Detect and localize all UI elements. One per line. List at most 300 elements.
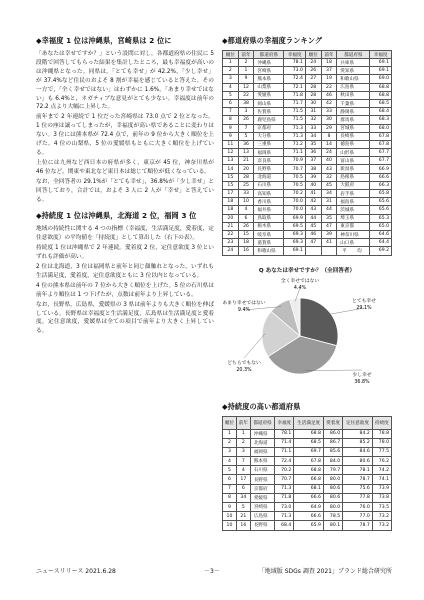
- ranking-rank-cell: 8: [223, 116, 239, 124]
- ranking-pref-cell: 静岡県: [337, 108, 370, 116]
- ranking-score-cell: 65.6: [370, 198, 392, 206]
- sustain-cell: 80.6: [323, 484, 342, 493]
- sustain-row: [223, 447, 392, 456]
- ranking-row: [223, 173, 392, 181]
- ranking-prev-cell: 32: [321, 173, 337, 181]
- sustain-header-row: [223, 416, 392, 429]
- ranking-rank-cell: 44: [305, 214, 321, 222]
- ranking-pref-cell: 高知県: [254, 190, 284, 198]
- sustain-col-header: 愛着度: [323, 416, 342, 429]
- sustain-cell: 68.4: [275, 521, 294, 530]
- ranking-prev-cell: 30: [321, 116, 337, 124]
- ranking-prev-cell: 46: [321, 91, 337, 99]
- ranking-prev-cell: 16: [238, 247, 254, 255]
- ranking-score-cell: 69.0: [370, 75, 392, 83]
- sustain-paragraph: なお，長野県，広島県，愛媛県の 3 県は前年よりも大きく順位を伸ばしている。長野県は幸福度と生活満足度，広島県は生活満足度と愛着度，定住意欲度，愛媛県は全ての項目で前年より大きく上昇している。: [36, 301, 214, 335]
- sustain-cell: 86.7: [323, 438, 342, 447]
- sustain-cell: 73.8: [372, 493, 391, 502]
- ranking-row: [223, 59, 392, 67]
- ranking-rank-cell: 23: [223, 239, 239, 247]
- happiness-pie-chart: [222, 266, 392, 398]
- sustain-cell: 71.3: [275, 484, 294, 493]
- ranking-rank-cell: 38: [305, 165, 321, 173]
- ranking-prev-cell: 33: [238, 190, 254, 198]
- ranking-heading: ◆都道府県の幸福度ランキング: [222, 36, 323, 45]
- sustain-cell: 68.8: [294, 429, 324, 438]
- ranking-prev-cell: 43: [321, 165, 337, 173]
- pie-slice-value: 9.4%: [237, 307, 251, 313]
- sustain-cell: 長野県: [250, 475, 274, 484]
- ranking-rank-cell: 24: [223, 247, 239, 255]
- sustain-cell: 7: [223, 484, 237, 493]
- sustain-cell: 73.0: [275, 503, 294, 512]
- ranking-col-header: 順位: [223, 51, 239, 59]
- ranking-prev-cell: 39: [321, 230, 337, 238]
- ranking-col-header: 都道府県: [337, 51, 370, 59]
- ranking-pref-cell: 富山県: [337, 157, 370, 165]
- ranking-pref-cell: 鹿児島県: [254, 116, 284, 124]
- sustain-row: [223, 475, 392, 484]
- ranking-row: [223, 181, 392, 189]
- ranking-prev-cell: 2: [238, 59, 254, 67]
- ranking-pref-cell: 佐賀県: [254, 108, 284, 116]
- ranking-pref-cell: 栃木県: [254, 222, 284, 230]
- sustain-cell: 68.5: [294, 438, 324, 447]
- ranking-rank-cell: 12: [223, 149, 239, 157]
- ranking-score-cell: 71.3: [284, 124, 306, 132]
- sustain-row: [223, 438, 392, 447]
- sustain-row: [223, 429, 392, 438]
- ranking-prev-cell: 9: [238, 75, 254, 83]
- ranking-pref-cell: 京都府: [254, 124, 284, 132]
- sustain-cell: 34: [236, 493, 250, 502]
- sustain-cell: 6: [236, 484, 250, 493]
- ranking-rank-cell: 45: [305, 222, 321, 230]
- ranking-row: [223, 247, 392, 255]
- ranking-pref-cell: 熊本県: [254, 75, 284, 83]
- ranking-row: [223, 230, 392, 238]
- happiness-paragraph: 前年まで 2 年連続で 1 位だった宮崎県は 73.0 点で 2 位となった。1 位の座は譲ってしまったが，幸福度が高い県であることに変わりはない。3 位には熊本県が 72.4 点で，前年の 9 位から大きく順位を上げた。4 位の山梨県，5 位の愛媛県もともに大きく順位を上げている。: [36, 114, 214, 156]
- sustain-cell: 石川県: [250, 466, 274, 475]
- sustain-row: [223, 512, 392, 521]
- sustain-cell: 5: [236, 503, 250, 512]
- happiness-paragraph: なお，全回答者の 29.1%が「とても幸せ」，36.8%が「少し幸せ」と回答しており，合計では，およそ 3 人に 2 人が「幸せ」と答えている。: [36, 178, 214, 203]
- ranking-row: [223, 124, 392, 132]
- sustain-cell: 21: [236, 512, 250, 521]
- sustain-col-header: 定住意欲度: [343, 416, 373, 429]
- sustain-cell: 80.6: [323, 493, 342, 502]
- ranking-prev-cell: 41: [321, 239, 337, 247]
- ranking-prev-cell: 37: [321, 67, 337, 75]
- sustain-cell: 78.7: [343, 475, 373, 484]
- ranking-rank-cell: 36: [305, 149, 321, 157]
- sustain-row: [223, 466, 392, 475]
- sustain-cell: 3: [223, 447, 237, 456]
- pie-slice-label: どちらでもない: [227, 360, 261, 366]
- ranking-score-cell: 67.8: [370, 132, 392, 140]
- sustain-cell: 78.0: [372, 438, 391, 447]
- sustain-cell: 7: [236, 457, 250, 466]
- ranking-row: [223, 140, 392, 148]
- ranking-score-cell: 67.7: [370, 157, 392, 165]
- ranking-score-cell: 64.4: [370, 239, 392, 247]
- sustain-cell: 84.6: [343, 447, 373, 456]
- ranking-score-cell: 69.3: [284, 239, 306, 247]
- ranking-score-cell: 65.6: [370, 206, 392, 214]
- ranking-score-cell: 69.2: [370, 247, 392, 255]
- ranking-row: [223, 206, 392, 214]
- sustain-cell: 8: [223, 493, 237, 502]
- pie-slice-value: 29.1%: [356, 305, 372, 311]
- ranking-prev-cell: 20: [238, 165, 254, 173]
- ranking-score-cell: 71.5: [284, 108, 306, 116]
- ranking-rank-cell: 40: [305, 181, 321, 189]
- ranking-rank-cell: 11: [223, 140, 239, 148]
- ranking-prev-cell: 34: [321, 190, 337, 198]
- sustain-cell: 76.0: [343, 503, 373, 512]
- sustain-cell: 福岡県: [250, 447, 274, 456]
- ranking-score-cell: 70.5: [284, 173, 306, 181]
- sustain-cell: 66.6: [294, 512, 324, 521]
- ranking-prev-cell: 33: [321, 108, 337, 116]
- ranking-prev-cell: 24: [321, 149, 337, 157]
- ranking-score-cell: 66.6: [370, 173, 392, 181]
- sustain-cell: 80.1: [323, 521, 342, 530]
- sustain-cell: 10: [223, 521, 237, 530]
- ranking-pref-cell: 神奈川県: [337, 230, 370, 238]
- ranking-prev-cell: 15: [238, 230, 254, 238]
- ranking-pref-cell: 石川県: [254, 181, 284, 189]
- ranking-prev-cell: 45: [321, 181, 337, 189]
- ranking-col-header: 順位: [305, 51, 321, 59]
- ranking-prev-cell: 8: [321, 132, 337, 140]
- ranking-prev-cell: 10: [238, 198, 254, 206]
- sustain-row: [223, 521, 392, 530]
- ranking-pref-cell: 和歌山県: [254, 247, 284, 255]
- ranking-prev-cell: 18: [321, 59, 337, 67]
- ranking-score-cell: 71.3: [284, 132, 306, 140]
- ranking-score-cell: 66.9: [370, 165, 392, 173]
- sustain-cell: 73.2: [372, 521, 391, 530]
- ranking-pref-cell: 新潟県: [337, 165, 370, 173]
- ranking-rank-cell: [305, 247, 321, 255]
- ranking-score-cell: 68.5: [370, 99, 392, 107]
- ranking-pref-cell: 埼玉県: [337, 214, 370, 222]
- sustain-cell: 10: [223, 512, 237, 521]
- happiness-paragraph: 「あなたは幸せですか？」という設問に対し，各都道府県の住民に 5 段階で回答してもらった結果を集計したところ，最も幸福度が高いのは沖縄県となった。同県は，「とても幸せ」が 42.2%，「少し幸せ」が 37.4%など住民のおよそ 8 割が幸福を感じていると答えた。その一方で，「全く幸せではない」はわずかに 1.6%，「あまり幸せではない」も 6.4%と，ネガティブな意見がとても少ない。幸福度は前年の 72.2 点より大幅に上昇した。: [36, 51, 214, 111]
- ranking-pref-cell: 東京都: [337, 222, 370, 230]
- sustain-paragraph: 持続度 1 位は沖縄県で 2 年連続。愛着度 2 位，定住意欲度 3 位といずれも評価が高い。: [36, 245, 214, 261]
- ranking-prev-cell: 36: [238, 140, 254, 148]
- pie-slice-value: 20.3%: [236, 367, 252, 373]
- sustain-cell: 75.6: [343, 484, 373, 493]
- ranking-rank-cell: 46: [305, 230, 321, 238]
- ranking-pref-cell: 大分県: [254, 132, 284, 140]
- ranking-rank-cell: 15: [223, 181, 239, 189]
- ranking-score-cell: 78.1: [284, 59, 306, 67]
- ranking-rank-cell: 7: [223, 108, 239, 116]
- ranking-rank-cell: 35: [305, 140, 321, 148]
- sustain-cell: 長野県: [250, 521, 274, 530]
- ranking-pref-cell: 群馬県: [337, 116, 370, 124]
- ranking-row: [223, 157, 392, 165]
- ranking-rank-cell: 28: [305, 91, 321, 99]
- sustain-cell: 5: [223, 466, 237, 475]
- ranking-prev-cell: 4: [238, 206, 254, 214]
- ranking-rank-cell: 6: [223, 99, 239, 107]
- ranking-prev-cell: 18: [238, 239, 254, 247]
- sustain-cell: 70.2: [275, 466, 294, 475]
- ranking-score-cell: 67.7: [370, 149, 392, 157]
- ranking-pref-cell: 岩手県: [337, 190, 370, 198]
- ranking-prev-cell: 47: [321, 222, 337, 230]
- ranking-table: [222, 50, 392, 256]
- ranking-rank-cell: 27: [305, 75, 321, 83]
- ranking-score-cell: 69.1: [370, 59, 392, 67]
- pie-slice-label: 少し幸せ: [352, 372, 372, 378]
- ranking-row: [223, 165, 392, 173]
- ranking-pref-cell: 岡山県: [254, 99, 284, 107]
- ranking-col-header: 前年: [238, 51, 254, 59]
- ranking-col-header: 幸福度: [284, 51, 306, 59]
- ranking-prev-cell: 40: [321, 157, 337, 165]
- ranking-score-cell: 68.8: [370, 91, 392, 99]
- ranking-pref-cell: 徳島県: [337, 140, 370, 148]
- sustain-cell: 67.8: [294, 457, 324, 466]
- sustain-cell: 66.8: [294, 475, 324, 484]
- sustain-heading: ◆持続度 1 位は沖縄県，北海道 2 位，福岡 3 位: [36, 211, 197, 221]
- ranking-row: [223, 108, 392, 116]
- sustain-cell: 80.0: [323, 503, 342, 512]
- sustain-cell: 69.7: [294, 447, 324, 456]
- ranking-rank-cell: 18: [223, 198, 239, 206]
- ranking-score-cell: 68.4: [370, 108, 392, 116]
- page-footer: [36, 566, 392, 576]
- ranking-pref-cell: 宮崎県: [254, 67, 284, 75]
- ranking-score-cell: 71.5: [284, 116, 306, 124]
- ranking-pref-cell: 山形県: [337, 149, 370, 157]
- ranking-prev-cell: 42: [321, 99, 337, 107]
- ranking-score-cell: 71.1: [284, 149, 306, 157]
- sustain-cell: 77.5: [372, 447, 391, 456]
- ranking-score-cell: 69.1: [370, 67, 392, 75]
- sustain-cell: 80.6: [343, 457, 373, 466]
- ranking-rank-cell: 18: [223, 206, 239, 214]
- ranking-rank-cell: 31: [305, 108, 321, 116]
- ranking-rank-cell: 41: [305, 190, 321, 198]
- ranking-prev-cell: 28: [238, 173, 254, 181]
- ranking-row: [223, 91, 392, 99]
- sustain-cell: 1: [223, 429, 237, 438]
- ranking-rank-cell: 4: [223, 83, 239, 91]
- sustain-cell: 京都府: [250, 484, 274, 493]
- ranking-pref-cell: 沖縄県: [254, 59, 284, 67]
- sustain-cell: 71.1: [275, 447, 294, 456]
- ranking-rank-cell: 32: [305, 116, 321, 124]
- sustain-paragraph: 2 位は北海道，3 位は福岡県と前年と同じ顔触れとなった。いずれも生活満足度，愛着度，定住意欲度ともに 3 位以内となっている。: [36, 264, 214, 279]
- ranking-pref-cell: 山口県: [337, 239, 370, 247]
- ranking-rank-cell: 14: [223, 165, 239, 173]
- sustain-cell: 熊本県: [250, 457, 274, 466]
- ranking-score-cell: 65.0: [370, 222, 392, 230]
- ranking-pref-cell: 茨城県: [337, 206, 370, 214]
- ranking-score-cell: 72.1: [284, 83, 306, 91]
- sustain-cell: 66.6: [294, 493, 324, 502]
- ranking-prev-cell: 35: [321, 214, 337, 222]
- ranking-pref-cell: 島根県: [337, 173, 370, 181]
- ranking-score-cell: 72.4: [284, 75, 306, 83]
- sustain-row: [223, 503, 392, 512]
- ranking-rank-cell: 43: [305, 206, 321, 214]
- footer-page-number: －3－: [204, 568, 220, 575]
- right-column: [222, 36, 392, 531]
- ranking-pref-cell: 香川県: [254, 198, 284, 206]
- ranking-score-cell: 69.1: [284, 247, 306, 255]
- ranking-pref-cell: 岐阜県: [254, 230, 284, 238]
- ranking-pref-cell: 愛媛県: [254, 91, 284, 99]
- ranking-rank-cell: 30: [305, 99, 321, 107]
- sustain-cell: 76.2: [372, 457, 391, 466]
- sustain-col-header: 前年: [236, 416, 250, 429]
- ranking-rank-cell: 15: [223, 173, 239, 181]
- ranking-rank-cell: 42: [305, 198, 321, 206]
- sustain-paragraph: 4 位の熊本県は前年の 7 位から大きく順位を上げた。5 位の石川県は前年より順位は 1 つ下げたが，点数は前年より上昇している。: [36, 282, 214, 298]
- chart-title: Q あなたは幸せですか？（全回答者）: [258, 267, 356, 274]
- ranking-rank-cell: 39: [305, 173, 321, 181]
- ranking-prev-cell: 29: [321, 124, 337, 132]
- ranking-rank-cell: 5: [223, 91, 239, 99]
- ranking-row: [223, 99, 392, 107]
- ranking-prev-cell: 22: [321, 83, 337, 91]
- sustain-cell: 71.8: [275, 493, 294, 502]
- ranking-prev-cell: 7: [238, 124, 254, 132]
- left-column: [36, 36, 214, 337]
- sustain-cell: 77.0: [343, 512, 373, 521]
- ranking-prev-cell: 3: [238, 108, 254, 116]
- ranking-rank-cell: 21: [223, 222, 239, 230]
- ranking-rank-cell: 26: [305, 67, 321, 75]
- ranking-score-cell: 70.9: [284, 157, 306, 165]
- ranking-score-cell: 69.5: [284, 222, 306, 230]
- ranking-prev-cell: 1: [238, 67, 254, 75]
- sustain-cell: 68.1: [294, 484, 324, 493]
- sustain-cell: 65.9: [294, 521, 324, 530]
- ranking-row: [223, 132, 392, 140]
- ranking-pref-cell: 山梨県: [254, 83, 284, 91]
- ranking-row: [223, 239, 392, 247]
- sustain-cell: 3: [236, 447, 250, 456]
- sustain-cell: 広島県: [250, 512, 274, 521]
- ranking-row: [223, 83, 392, 91]
- ranking-prev-cell: 6: [238, 214, 254, 222]
- pie-slice-label: あまり幸せではない: [222, 300, 266, 306]
- sustain-row: [223, 484, 392, 493]
- ranking-pref-cell: 宮城県: [337, 124, 370, 132]
- sustain-cell: 北海道: [250, 438, 274, 447]
- ranking-pref-cell: 秋田県: [337, 91, 370, 99]
- ranking-prev-cell: 19: [321, 75, 337, 83]
- sustain-cell: 71.3: [275, 512, 294, 521]
- ranking-score-cell: 67.8: [370, 140, 392, 148]
- ranking-prev-cell: 26: [238, 222, 254, 230]
- ranking-rank-cell: 20: [223, 214, 239, 222]
- ranking-pref-cell: 千葉県: [337, 99, 370, 107]
- sustain-cell: 71.4: [275, 438, 294, 447]
- ranking-pref-cell: 滋賀県: [254, 239, 284, 247]
- sustain-cell: 68.8: [294, 466, 324, 475]
- sustain-cell: 70.7: [275, 475, 294, 484]
- sustain-cell: 73.2: [372, 512, 391, 521]
- sustain-cell: 宮崎県: [250, 503, 274, 512]
- sustain-cell: 9: [223, 503, 237, 512]
- ranking-rank-cell: 28: [305, 83, 321, 91]
- ranking-score-cell: 70.0: [284, 198, 306, 206]
- pie-slice-value: 4.4%: [293, 285, 307, 291]
- ranking-rank-cell: 2: [223, 67, 239, 75]
- ranking-prev-cell: 31: [321, 198, 337, 206]
- ranking-pref-cell: 大阪府: [337, 181, 370, 189]
- ranking-score-cell: 70.5: [284, 181, 306, 189]
- sustain-cell: 77.8: [343, 493, 373, 502]
- ranking-col-header: 幸福度: [370, 51, 392, 59]
- ranking-score-cell: 73.0: [284, 67, 306, 75]
- sustain-cell: 78.7: [343, 521, 373, 530]
- ranking-rank-cell: 3: [223, 75, 239, 83]
- ranking-pref-cell: 福井県: [254, 206, 284, 214]
- ranking-pref-cell: 和歌山県: [337, 75, 370, 83]
- sustain-cell: 沖縄県: [250, 429, 274, 438]
- ranking-rank-cell: 47: [305, 239, 321, 247]
- ranking-row: [223, 149, 392, 157]
- ranking-score-cell: 69.9: [284, 214, 306, 222]
- ranking-pref-cell: 平 均: [337, 247, 370, 255]
- ranking-rank-cell: 9: [223, 132, 239, 140]
- ranking-pref-cell: 福島県: [337, 198, 370, 206]
- ranking-col-header: 前年: [321, 51, 337, 59]
- ranking-score-cell: 71.7: [284, 99, 306, 107]
- ranking-prev-cell: 13: [238, 149, 254, 157]
- happiness-heading: ◆幸福度 1 位は沖縄県，宮崎県は 2 位に: [36, 36, 172, 45]
- sustain-cell: 17: [236, 475, 250, 484]
- ranking-pref-cell: 長崎県: [337, 132, 370, 140]
- ranking-score-cell: 70.7: [284, 165, 306, 173]
- sustain-cell: 2: [236, 438, 250, 447]
- sustain-cell: 6: [223, 475, 237, 484]
- sustain-cell: 80.0: [323, 475, 342, 484]
- sustain-col-header: 生活満足度: [294, 416, 324, 429]
- pie-chart-svg: [222, 276, 392, 394]
- ranking-score-cell: 65.8: [370, 190, 392, 198]
- pie-slice-label: 全く幸せではない: [280, 278, 320, 284]
- ranking-col-header: 都道府県: [254, 51, 284, 59]
- sustain-cell: 85.6: [323, 447, 342, 456]
- ranking-row: [223, 198, 392, 206]
- ranking-rank-cell: 37: [305, 157, 321, 165]
- ranking-rank-cell: 17: [223, 190, 239, 198]
- ranking-rank-cell: 34: [305, 132, 321, 140]
- happiness-paragraph: 上位には九州など西日本の府県が多く，東京が 45 位，神奈川県が 46 位など，関東や東北など東日本は総じて順位が低くなっている。: [36, 159, 214, 175]
- ranking-prev-cell: 25: [238, 181, 254, 189]
- ranking-prev-cell: [321, 247, 337, 255]
- sustain-cell: 2: [223, 438, 237, 447]
- pie-leader-line: [244, 333, 265, 357]
- ranking-rank-cell: 13: [223, 157, 239, 165]
- footer-release-date: ニュースリリース 2021.6.28: [36, 568, 116, 575]
- ranking-pref-cell: 兵庫県: [337, 59, 370, 67]
- ranking-prev-cell: 22: [238, 91, 254, 99]
- sustain-cell: 愛媛県: [250, 493, 274, 502]
- ranking-score-cell: 65.3: [370, 214, 392, 222]
